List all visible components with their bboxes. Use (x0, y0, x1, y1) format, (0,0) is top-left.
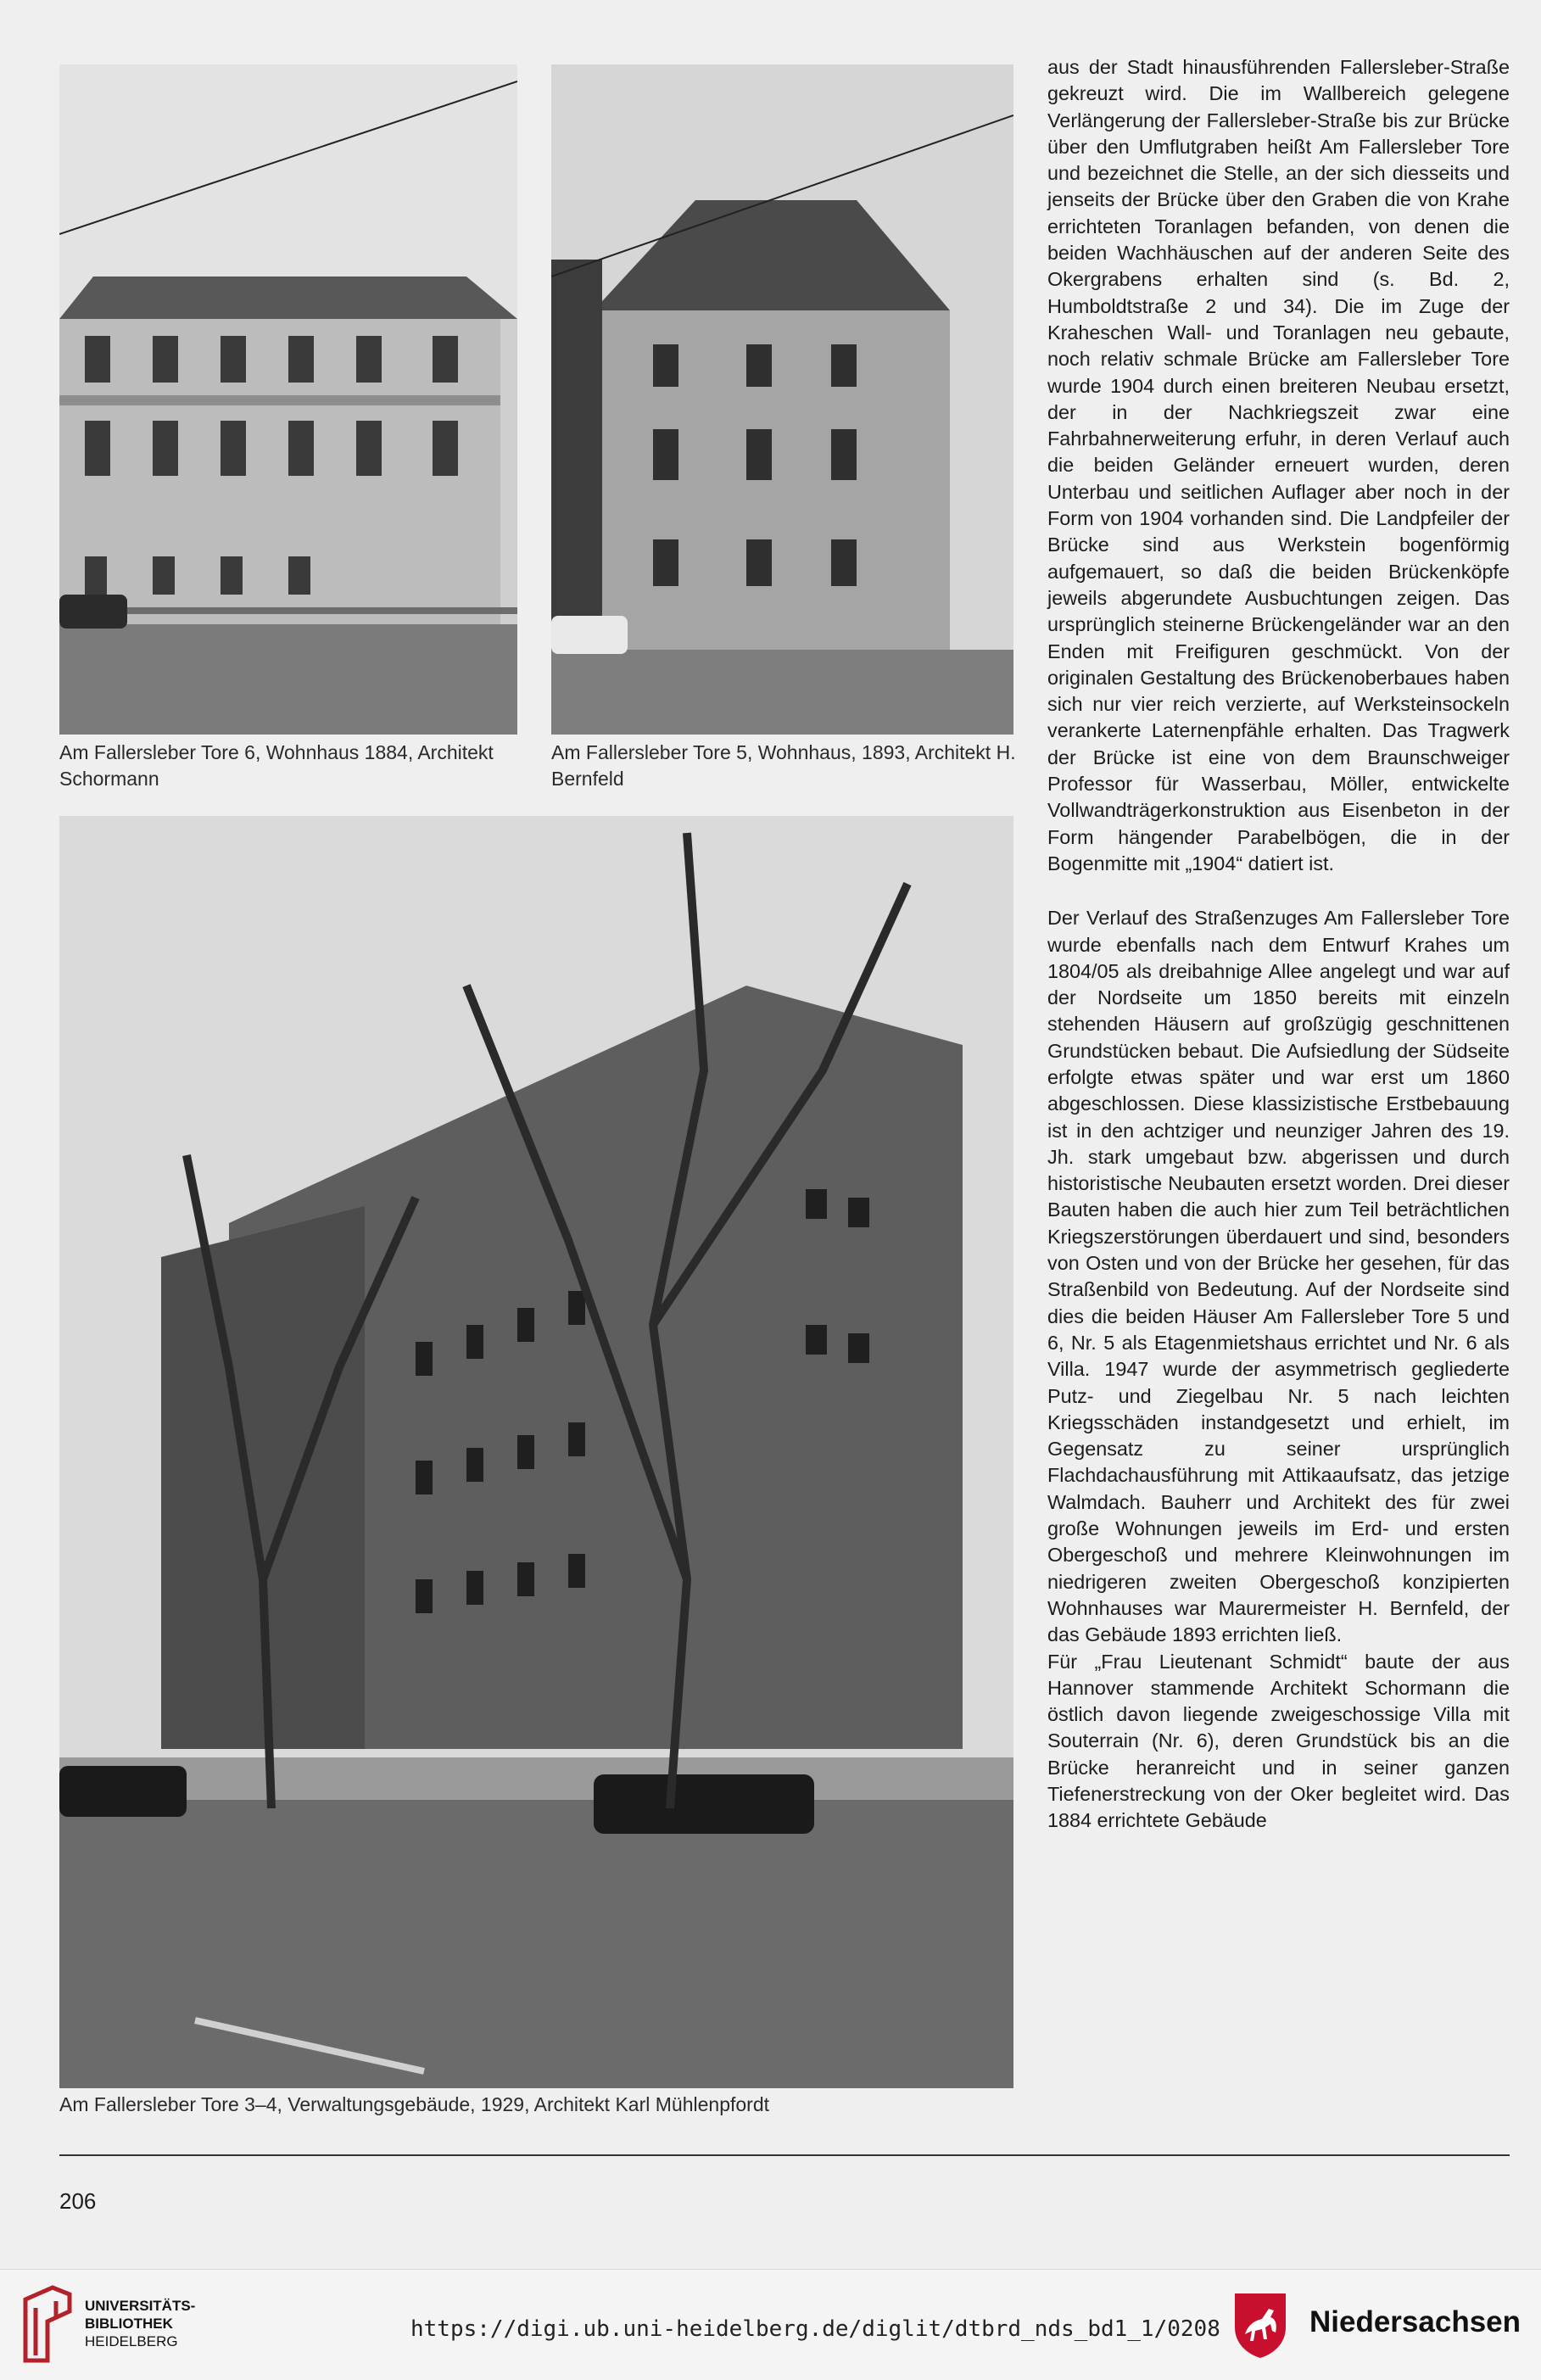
niedersachsen-horse-icon (1231, 2290, 1289, 2360)
source-url-link[interactable]: https://digi.ub.uni-heidelberg.de/diglit/dtbrd_nds_bd1_1/0208 (410, 2316, 1220, 2342)
caption-photo3: Am Fallersleber Tore 3–4, Verwaltungsgebäude, 1929, Architekt Karl Mühlenpfordt (59, 2093, 770, 2115)
photo-fallersleber-tore-6 (59, 64, 517, 735)
photo-fallersleber-tore-5 (551, 64, 1013, 735)
paragraph-bridge: aus der Stadt hinausführenden Fallersleber-Straße gekreuzt wird. Die im Wallbereich gelegene Verlängerung der Fallersleber-Straße bis zur Brücke über den Umflutgraben heißt Am Fallersleber Tore und bezeichnet die Stelle, an der sich diesseits und jenseits der Brücke über den Graben die von Krahe errichteten Toranlagen befanden, von denen die beiden Wachhäuschen auf der anderen Seite des Okergrabens erhalten sind (s. Bd. 2, Humboldtstraße 2 und 34). Die im Zuge der Kraheschen Wall- und Toranlagen neu gebaute, noch relativ schmale Brücke am Fallersleber Tore wurde 1904 durch einen breiteren Neubau ersetzt, der in der Nachkriegszeit zwar eine Fahrbahnerweiterung erfuhr, in deren Verlauf auch die beiden Geländer erneuert wurden, deren Unterbau und seitlichen Auflager aber noch in der Form von 1904 vorhanden sind. Die Landpfeiler der Brücke sind aus Werkstein bogenförmig aufgemauert, so daß die beiden Brückenköpfe jeweils abgerundete Ausbuchtungen zeigen. Das ursprünglich steinerne Brückengeländer war an den Enden mit Freifiguren geschmückt. Von der originalen Gestaltung des Brückenoberbaues haben sich nur vier reich verzierte, auf Werksteinsockeln verankerte Laternenpfähle erhalten. Das Tragwerk der Brücke ist eine von dem Braunschweiger Professor für Wasserbau, Möller, entwickelte Vollwandträgerkonstruktion aus Eisenbeton in der Form hängender Parabelbögen, die in der Bogenmitte mit „1904“ datiert ist. (1047, 56, 1510, 874)
paragraph-villa: Für „Frau Lieutenant Schmidt“ baute der aus Hannover stammende Architekt Schormann die östlich davon liegende zweigeschossige Villa mit Souterrain (Nr. 6), deren Grundstück bis an die Brücke heranreicht und in seiner ganzen Tiefenerstreckung von der Oker begleitet wird. Das 1884 errichtete Gebäude (1047, 1650, 1510, 1832)
caption-photo1: Am Fallersleber Tore 6, Wohnhaus 1884, Architekt Schormann (59, 741, 494, 790)
footer-rule (59, 2154, 1510, 2156)
page-number: 206 (59, 2188, 97, 2214)
ub-heidelberg-logo-icon (19, 2282, 75, 2367)
library-line2: BIBLIOTHEK (85, 2316, 173, 2332)
photo-fallersleber-tore-3-4 (59, 816, 1013, 2088)
state-name: Niedersachsen (1309, 2305, 1521, 2338)
library-name (85, 2297, 195, 2350)
caption-photo2: Am Fallersleber Tore 5, Wohnhaus, 1893, Architekt H. Bernfeld (551, 741, 1016, 790)
library-line1: UNIVERSITÄTS- (85, 2298, 196, 2314)
article-text-column (1047, 54, 1510, 1835)
digital-library-footer (0, 2269, 1541, 2380)
paragraph-street: Der Verlauf des Straßenzuges Am Fallersleber Tore wurde ebenfalls nach dem Entwurf Krahes um 1804/05 als dreibahnige Allee angelegt und war auf der Nordseite um 1850 bereits mit einzeln stehenden Häusern auf großzügig geschnittenen Grundstücken bebaut. Die Aufsiedlung der Südseite erfolgte etwas später und war erst um 1860 abgeschlossen. Diese klassizistische Erstbebauung ist in den achtziger und neunziger Jahren des 19. Jh. stark umgebaut bzw. abgerissen und durch historistische Neubauten ersetzt worden. Drei dieser Bauten haben die auch hier zum Teil beträchtlichen Kriegszerstörungen überdauert und sind, besonders von Osten und von der Brücke her gesehen, für das Straßenbild von Bedeutung. Auf der Nordseite sind dies die beiden Häuser Am Fallersleber Tore 5 und 6, Nr. 5 als Etagenmietshaus errichtet und Nr. 6 als Villa. 1947 wurde der asymmetrisch gegliederte Putz- und Ziegelbau Nr. 5 nach leichten Kriegsschäden instandgesetzt und erhielt, im Gegensatz zu seiner ursprünglich Flachdachausführung mit Attikaaufsatz, das jetzige Walmdach. Bauherr und Architekt des für zwei große Wohnungen jeweils im Erd- und ersten Obergeschoß und mehrere Kleinwohnungen im niedrigeren zweiten Obergeschoß konzipierten Wohnhauses war Maurermeister H. Bernfeld, der das Gebäude 1893 errichten ließ. (1047, 907, 1510, 1646)
library-line3: HEIDELBERG (85, 2333, 178, 2349)
